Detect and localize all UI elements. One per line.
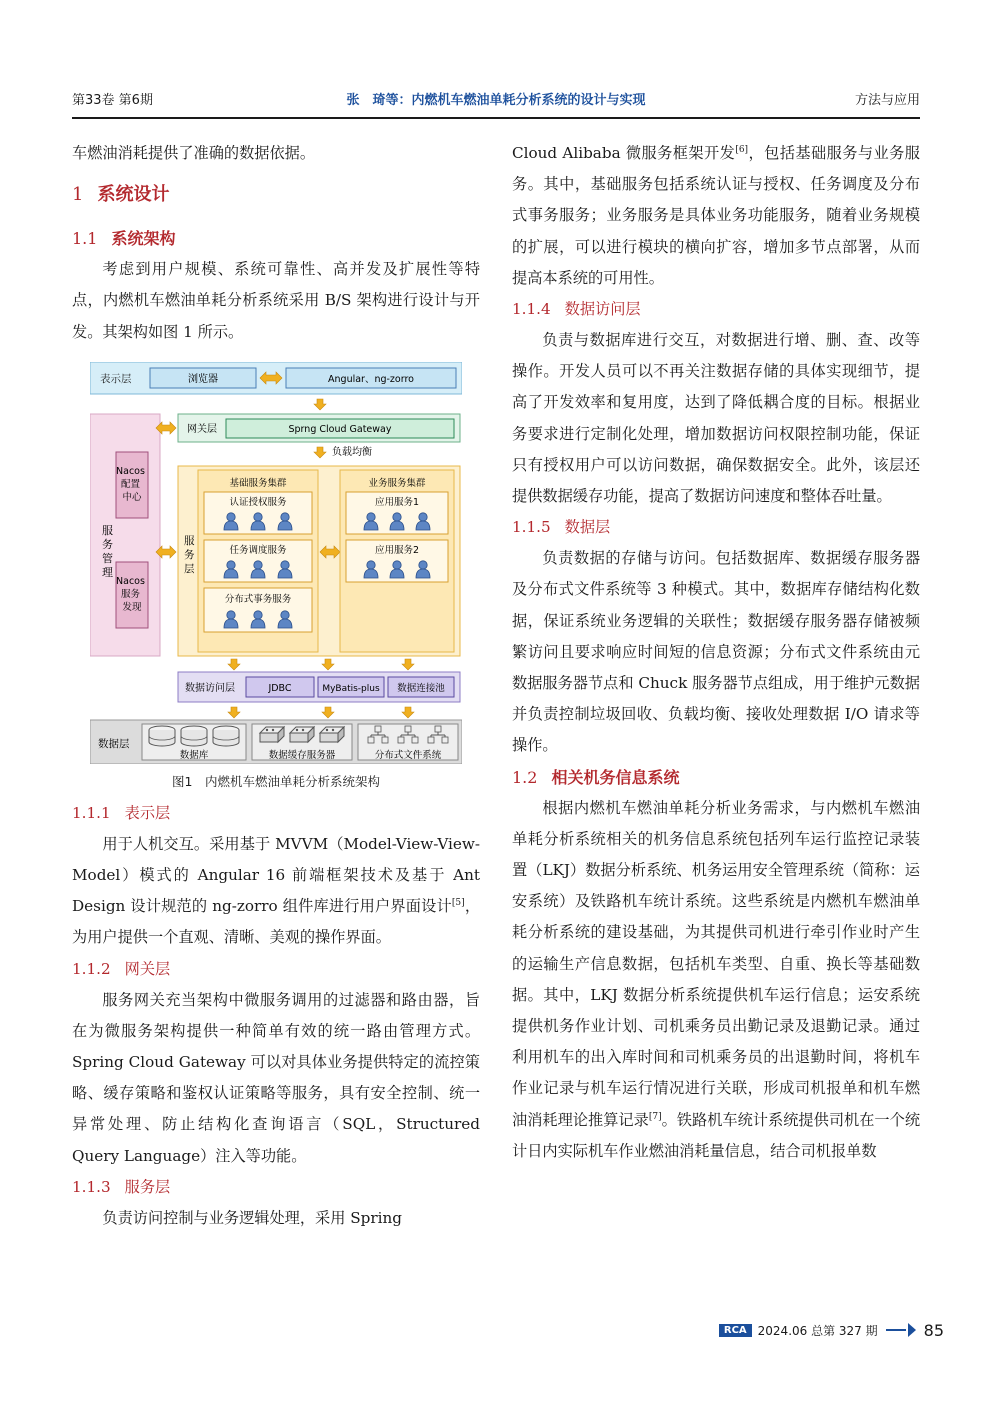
cache-server-icon [320, 727, 344, 742]
nacos-discovery-label: Nacos 服务 发现 [116, 575, 145, 613]
service-management-label: 服 务 管 理 [102, 523, 113, 579]
section-heading-1-1-2: 1.1.2 网关层 [72, 959, 171, 978]
section-heading-1-1: 1.1 系统架构 [72, 229, 176, 249]
arrow-down [322, 707, 334, 718]
gateway-layer-label: 网关层 [187, 423, 217, 435]
section-heading-1-1-3: 1.1.3 服务层 [72, 1177, 171, 1196]
database-label: 数据库 [179, 749, 209, 761]
section-heading-1-1-4: 1.1.4 数据访问层 [512, 300, 641, 319]
conn-pool-label: 数据连接池 [397, 682, 445, 694]
citation-6: [6] [735, 144, 749, 155]
paragraph-continued: 车燃油消耗提供了准确的数据依据。 [72, 144, 315, 162]
service-layer-label: 服 务 层 [184, 534, 195, 575]
auth-service-label: 认证授权服务 [229, 496, 287, 508]
cache-server-icon [290, 727, 314, 742]
left-column [72, 138, 480, 1234]
business-cluster-label: 业务服务集群 [368, 477, 426, 489]
cache-server-label: 数据缓存服务器 [268, 749, 336, 761]
header-rule [72, 117, 920, 119]
paragraph-gateway: 服务网关充当架构中微服务调用的过滤器和路由器，旨在为微服务架构提供一种简单有效的统一路由管理方式。Spring Cloud Gateway 可以对具体业务提供特定的流控策略、缓存策略和鉴权认证策略等服务，具有安全控制、统一异常处理、防止结构化查询语言（SQL，Structured Query Language）注入等功能。 [72, 990, 480, 1165]
mybatis-label: MyBatis-plus [322, 683, 380, 694]
jdbc-label: JDBC [268, 682, 292, 694]
presentation-layer-label: 表示层 [100, 372, 132, 385]
cache-server-icon [260, 727, 284, 742]
arrow-down [402, 707, 414, 718]
database-icon [181, 726, 207, 746]
section-heading-1-2: 1.2 相关机务信息系统 [512, 767, 680, 787]
basic-cluster-label: 基础服务集群 [229, 477, 287, 489]
architecture-figure [90, 362, 462, 764]
header-volume: 第33卷 第6期 [72, 93, 153, 108]
arrow-down [402, 659, 414, 670]
footer-bar [886, 1329, 906, 1331]
figure-caption: 图1 内燃机车燃油单耗分析系统架构 [172, 773, 380, 789]
nacos-config-label: Nacos 配置 中心 [116, 465, 145, 503]
page-number: 85 [923, 1320, 944, 1340]
dfs-label: 分布式文件系统 [374, 749, 442, 761]
task-service-label: 任务调度服务 [229, 544, 287, 556]
right-column [512, 138, 920, 1167]
section-heading-1: 1 系统设计 [72, 184, 170, 206]
section-heading-1-1-5: 1.1.5 数据层 [512, 518, 611, 537]
paragraph-data-access: 负责与数据库进行交互，对数据进行增、删、查、改等操作。开发人员可以不再关注数据存储的具体实现细节，提高了开发效率和复用度，达到了降低耦合度的目标。根据业务要求进行定制化处理，增加数据访问权限控制功能，保证只有授权用户可以访问数据，确保数据安全。此外，该层还提供数据缓存功能，提高了数据访问速度和整体吞吐量。 [512, 331, 920, 506]
arrow-down [314, 399, 326, 410]
arrow-down [322, 659, 334, 670]
angular-label: Angular、ng-zorro [328, 373, 414, 385]
paragraph-data-layer: 负责数据的存储与访问。包括数据库、数据缓存服务器及分布式文件系统等 3 种模式。其中，数据库存储结构化数据，保证系统业务逻辑的关联性；数据缓存服务器存储被频繁访问且要求响应时间短的信息资源；分布式文件系统由元数据服务器节点和 Chuck 服务器节点组成，用于维护元数据并负责控制垃圾回收、负载均衡、接收处理数据 I/O 请求等操作。 [512, 549, 920, 755]
database-icon [213, 726, 239, 746]
data-layer-label: 数据层 [98, 737, 130, 750]
dist-tx-service-label: 分布式事务服务 [224, 593, 292, 605]
arrow-right-icon [908, 1323, 916, 1337]
journal-badge: RCA [719, 1324, 752, 1337]
app-service1-label: 应用服务1 [374, 496, 420, 508]
load-balance-label: 负载均衡 [332, 446, 372, 458]
paragraph-presentation: 用于人机交互。采用基于 MVVM（Model-View-View-Model）模式的 Angular 16 前端框架技术及基于 Ant Design 设计规范的 ng-zorro 组件库进行用户界面设计[5]，为用户提供一个直观、清晰、美观的操作界面。 [72, 834, 481, 947]
data-access-layer-label: 数据访问层 [185, 682, 235, 694]
header-title: 张 琦等：内燃机车燃油单耗分析系统的设计与实现 [346, 93, 646, 108]
citation-7: [7] [648, 1111, 662, 1122]
section-heading-1-1-1: 1.1.1 表示层 [72, 803, 171, 822]
database-icon [149, 726, 175, 746]
issue-info: 2024.06 总第 327 期 [757, 1323, 878, 1338]
paragraph-architecture: 考虑到用户规模、系统可靠性、高并发及扩展性等特点，内燃机车燃油单耗分析系统采用 B/S 架构进行设计与开发。其架构如图 1 所示。 [72, 260, 480, 341]
architecture-diagram [90, 362, 462, 764]
gateway-label: Sprng Cloud Gateway [288, 423, 392, 435]
header-section: 方法与应用 [854, 93, 920, 108]
paragraph-service-continued: Cloud Alibaba 微服务框架开发[6]，包括基础服务与业务服务。其中，基础服务包括系统认证与授权、任务调度及分布式事务服务；业务服务是具体业务功能服务，随着业务规模的扩展，可以进行模块的横向扩容，增加多节点部署，从而提高本系统的可用性。 [512, 144, 920, 287]
arrow-down [314, 447, 326, 458]
paragraph-service: 负责访问控制与业务逻辑处理，采用 Spring [102, 1208, 402, 1227]
arrow-down [228, 707, 240, 718]
footer [719, 1320, 944, 1340]
paragraph-info-systems: 根据内燃机车燃油单耗分析业务需求，与内燃机车燃油单耗分析系统相关的机务信息系统包括列车运行监控记录装置（LKJ）数据分析系统、机务运用安全管理系统（简称：运安系统）及铁路机车统计系统。这些系统是内燃机车燃油单耗分析系统的建设基础，为其提供司机进行牵引作业时产生的运输生产信息数据，包括机车类型、自重、换长等基础数据。其中，LKJ 数据分析系统提供机车运行信息；运安系统提供机务作业计划、司机乘务员出勤记录及退勤记录。通过利用机车的出入库时间和司机乘务员的出退勤时间，将机车作业记录与机车运行情况进行关联，形成司机报单和机车燃油消耗理论推算记录[7]。铁路机车统计系统提供司机在一个统计日内实际机车作业燃油消耗量信息，结合司机报单数 [512, 798, 921, 1160]
browser-label: 浏览器 [188, 373, 218, 385]
citation-5: [5] [451, 898, 465, 909]
arrow-down [228, 659, 240, 670]
app-service2-label: 应用服务2 [374, 544, 420, 556]
